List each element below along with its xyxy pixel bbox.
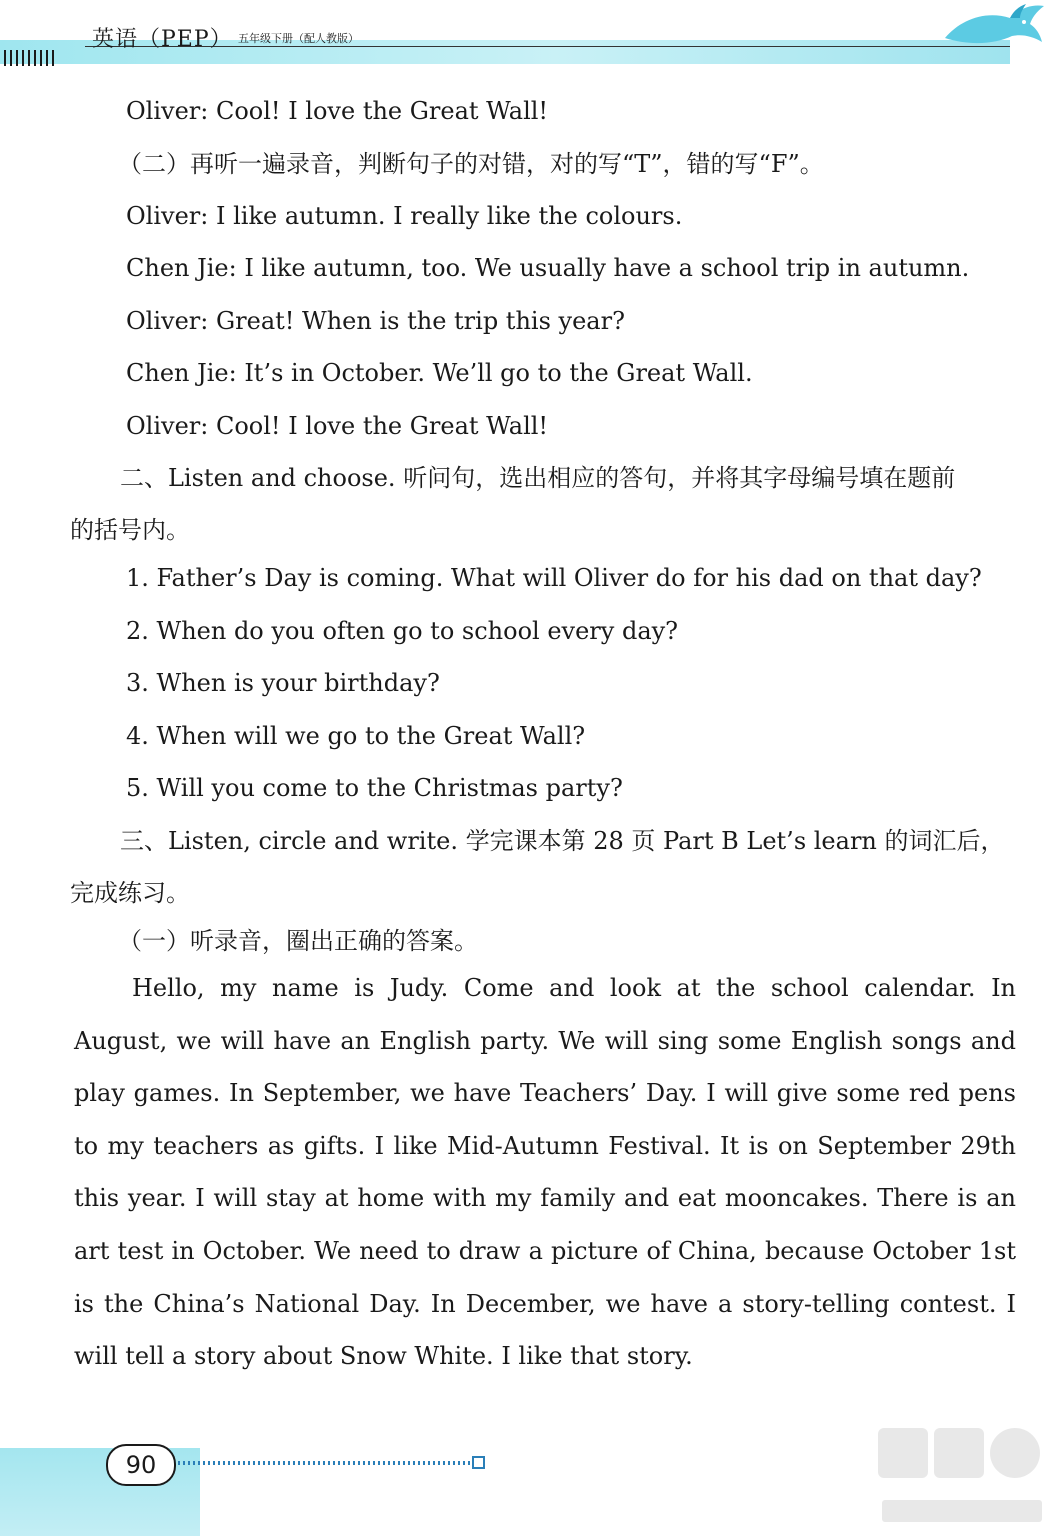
- page-number: 90: [106, 1444, 176, 1486]
- dialogue-line: Chen Jie: I like autumn, too. We usually have a school trip in autumn.: [126, 254, 970, 282]
- page-header: [0, 0, 1054, 72]
- header-ticks: [4, 50, 56, 66]
- section-heading-cont: 的括号内。: [70, 516, 190, 544]
- watermark-logo: [872, 1414, 1050, 1534]
- instruction-line: （二）再听一遍录音，判断句子的对错，对的写“T”，错的写“F”。: [118, 150, 824, 178]
- listening-passage: Hello, my name is Judy. Come and look at the school calendar. In August, we will have an English party. We will sing some English songs and play games. In September, we have Teachers’ Day. I will give some red pens to my teachers as gifts. I like Mid-Autumn Festival. It is on September 29th this year. I will stay at home with my family and eat mooncakes. There is an art test in October. We need to draw a picture of China, because October 1st is the China’s National Day. In December, we have a story-telling contest. I will tell a story about Snow White. I like that story.: [74, 974, 1016, 1371]
- section-heading: 二、Listen and choose. 听问句，选出相应的答句，并将其字母编号填在题前: [120, 464, 956, 492]
- question-item: 5. Will you come to the Christmas party?: [126, 774, 623, 802]
- section-heading-cont: 完成练习。: [70, 879, 190, 907]
- dialogue-line: Oliver: I like autumn. I really like the colours.: [126, 202, 683, 230]
- dialogue-line: Oliver: Cool! I love the Great Wall!: [126, 97, 549, 125]
- dialogue-line: Chen Jie: It’s in October. We’ll go to the Great Wall.: [126, 359, 753, 387]
- dolphin-logo-icon: [940, 0, 1050, 50]
- leader-end-square: [472, 1456, 485, 1469]
- question-item: 3. When is your birthday?: [126, 669, 440, 697]
- question-item: 4. When will we go to the Great Wall?: [126, 722, 586, 750]
- question-item: 1. Father’s Day is coming. What will Oliver do for his dad on that day?: [126, 564, 982, 592]
- header-subject: 英语（PEP）: [92, 27, 233, 52]
- section-heading: 三、Listen, circle and write. 学完课本第 28 页 Part B Let’s learn 的词汇后，: [120, 827, 1005, 855]
- instruction-line: （一）听录音，圈出正确的答案。: [118, 927, 478, 955]
- question-item: 2. When do you often go to school every day?: [126, 617, 679, 645]
- header-grade: 五年级下册（配人教版）: [238, 32, 359, 45]
- dotted-leader: [178, 1461, 470, 1465]
- dialogue-line: Oliver: Great! When is the trip this year?: [126, 307, 625, 335]
- dialogue-line: Oliver: Cool! I love the Great Wall!: [126, 412, 549, 440]
